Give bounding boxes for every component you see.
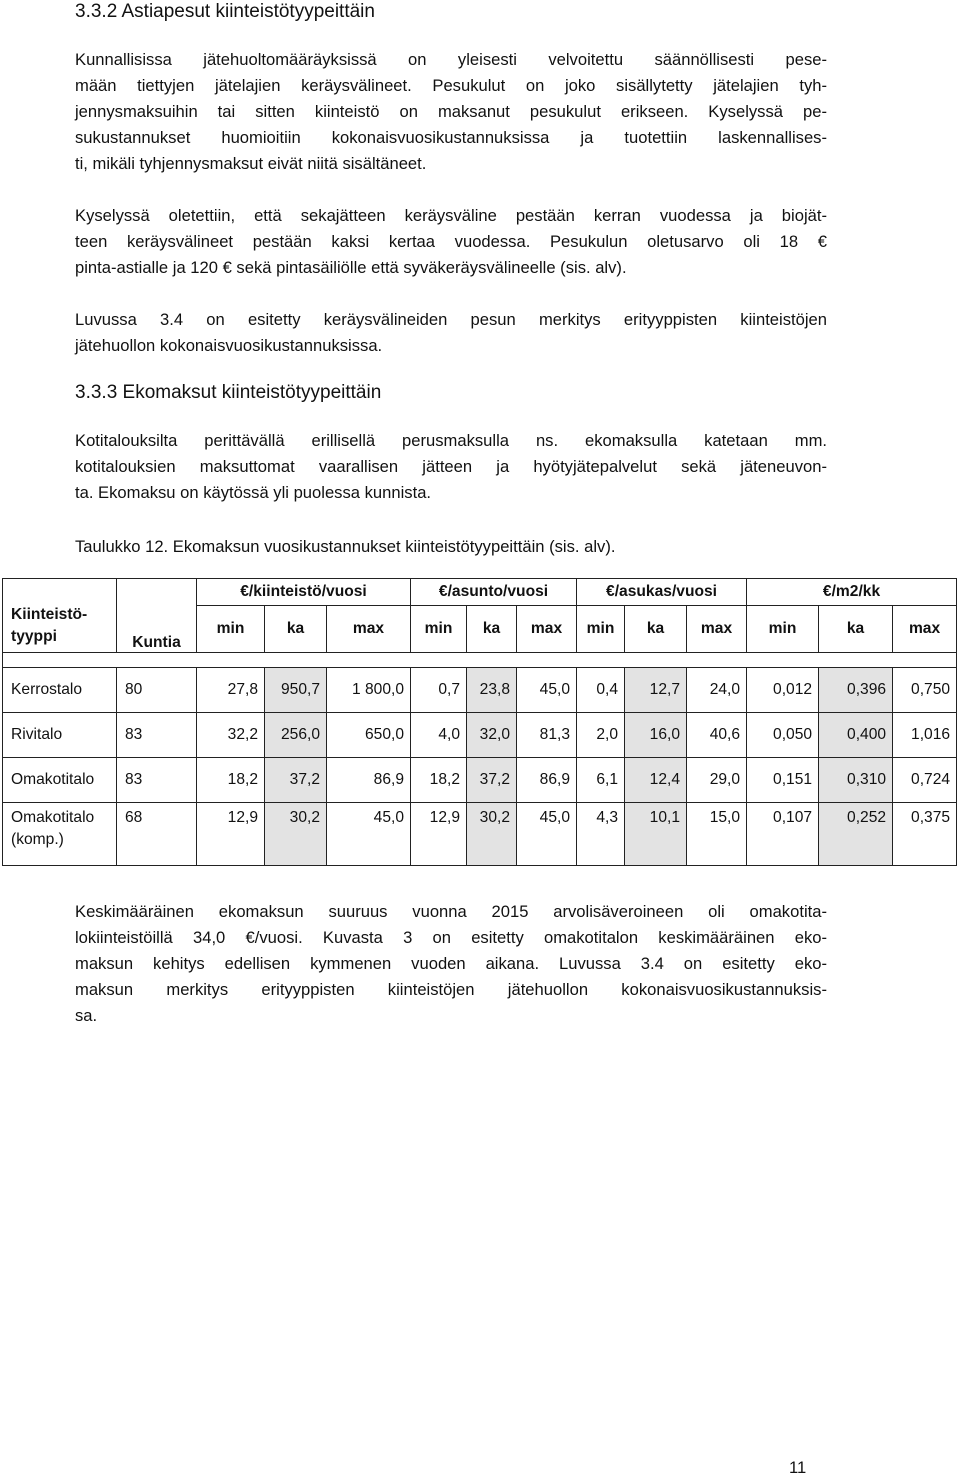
- subheader-min: min: [747, 606, 819, 653]
- cell-value: 27,8: [197, 668, 265, 713]
- subheader-min: min: [197, 606, 265, 653]
- row-count: 83: [117, 713, 197, 758]
- subheader-max: max: [517, 606, 577, 653]
- column-header-type: Kiinteistö- tyyppi: [3, 579, 117, 653]
- cell-value: 0,375: [893, 803, 957, 866]
- cell-value: 86,9: [327, 758, 411, 803]
- row-type: Omakotitalo (komp.): [3, 803, 117, 866]
- cell-value: 45,0: [517, 668, 577, 713]
- cell-value: 18,2: [411, 758, 467, 803]
- paragraph-line: Kotitalouksilta perittävällä erillisellä perusmaksulla ns. ekomaksulla katetaan mm.: [75, 431, 827, 450]
- row-count: 83: [117, 758, 197, 803]
- cell-value: 6,1: [577, 758, 625, 803]
- cell-value: 0,310: [819, 758, 893, 803]
- column-header-count: Kuntia: [117, 579, 197, 653]
- cell-value: 650,0: [327, 713, 411, 758]
- cell-value: 2,0: [577, 713, 625, 758]
- cell-value: 12,9: [411, 803, 467, 866]
- table-row: [3, 668, 957, 713]
- row-type: Rivitalo: [3, 713, 117, 758]
- cell-value: 37,2: [265, 758, 327, 803]
- subheader-max: max: [893, 606, 957, 653]
- cell-value: 45,0: [327, 803, 411, 866]
- cell-value: 32,0: [467, 713, 517, 758]
- cell-value: 0,107: [747, 803, 819, 866]
- spacer-cell: [3, 653, 957, 668]
- cell-value: 12,9: [197, 803, 265, 866]
- cell-value: 30,2: [265, 803, 327, 866]
- cell-value: 30,2: [467, 803, 517, 866]
- subheader-ka: ka: [265, 606, 327, 653]
- paragraph-line: maksun merkitys erityyppisten kiinteistöjen jätehuollon kokonaisvuosikustannuksis-: [75, 980, 827, 999]
- paragraph-line: teen keräysvälineet pestään kaksi kertaa vuodessa. Pesukulun oletusarvo oli 18 €: [75, 232, 827, 251]
- cell-value: 0,050: [747, 713, 819, 758]
- paragraph-line: pinta-astialle ja 120 € sekä pintasäiliölle että syväkeräysvälineelle (sis. alv).: [75, 258, 627, 277]
- paragraph-line: sa.: [75, 1006, 98, 1025]
- cell-value: 15,0: [687, 803, 747, 866]
- paragraph-line: Kyselyssä oletettiin, että sekajätteen keräysväline pestään kerran vuodessa ja biojät-: [75, 206, 827, 225]
- paragraph-line: mään tiettyjen jätelajien keräysvälineet. Pesukulut on joko sisällytetty jätelajien tyh-: [75, 76, 827, 95]
- table-row: [3, 758, 957, 803]
- cell-value: 0,750: [893, 668, 957, 713]
- cell-value: 29,0: [687, 758, 747, 803]
- cell-value: 45,0: [517, 803, 577, 866]
- subheader-ka: ka: [819, 606, 893, 653]
- paragraph-washing-assumptions: [75, 203, 827, 281]
- cell-value: 18,2: [197, 758, 265, 803]
- paragraph-line: Keskimääräinen ekomaksun suuruus vuonna 2015 arvolisäveroineen oli omakotita-: [75, 902, 827, 921]
- cell-value: 23,8: [467, 668, 517, 713]
- subheader-min: min: [577, 606, 625, 653]
- table-row: [3, 803, 957, 866]
- cell-value: 4,0: [411, 713, 467, 758]
- cell-value: 1 800,0: [327, 668, 411, 713]
- paragraph-line: jennysmaksuihin tai sitten kiinteistö on maksanut pesukulut erikseen. Kyselyssä pe-: [75, 102, 827, 121]
- table-spacer: [3, 653, 957, 668]
- cell-value: 81,3: [517, 713, 577, 758]
- paragraph-line: Luvussa 3.4 on esitetty keräysvälineiden pesun merkitys erityyppisten kiinteistöjen: [75, 310, 827, 329]
- paragraph-line: ti, mikäli tyhjennysmaksut eivät niitä sisältäneet.: [75, 154, 427, 173]
- paragraph-washing-requirements: [75, 47, 827, 177]
- table-row: [3, 713, 957, 758]
- table-header-groups: [3, 579, 957, 606]
- cell-value: 24,0: [687, 668, 747, 713]
- cell-value: 256,0: [265, 713, 327, 758]
- cell-value: 16,0: [625, 713, 687, 758]
- paragraph-line: lokiinteistöillä 34,0 €/vuosi. Kuvasta 3 on esitetty omakotitalon keskimääräinen eko-: [75, 928, 827, 947]
- subheader-max: max: [327, 606, 411, 653]
- row-count: 80: [117, 668, 197, 713]
- cell-value: 10,1: [625, 803, 687, 866]
- cell-value: 0,724: [893, 758, 957, 803]
- cell-value: 950,7: [265, 668, 327, 713]
- row-count: 68: [117, 803, 197, 866]
- subheader-ka: ka: [467, 606, 517, 653]
- cell-value: 32,2: [197, 713, 265, 758]
- subheader-ka: ka: [625, 606, 687, 653]
- paragraph-ekomaksu-average: [75, 899, 827, 1029]
- cell-value: 4,3: [577, 803, 625, 866]
- ekomaksu-table: [2, 578, 957, 866]
- section-heading-3-3-3: 3.3.3 Ekomaksut kiinteistötyypeittäin: [75, 382, 382, 403]
- paragraph-line: ta. Ekomaksu on käytössä yli puolessa kunnista.: [75, 483, 432, 502]
- group-header: €/asunto/vuosi: [411, 579, 577, 606]
- group-header: €/m2/kk: [747, 579, 957, 606]
- cell-value: 37,2: [467, 758, 517, 803]
- row-type: Kerrostalo: [3, 668, 117, 713]
- cell-value: 0,7: [411, 668, 467, 713]
- cell-value: 12,7: [625, 668, 687, 713]
- section-heading-3-3-2: 3.3.2 Astiapesut kiinteistötyypeittäin: [75, 1, 375, 22]
- subheader-max: max: [687, 606, 747, 653]
- cell-value: 0,396: [819, 668, 893, 713]
- paragraph-ekomaksu-intro: [75, 428, 827, 506]
- group-header: €/asukas/vuosi: [577, 579, 747, 606]
- cell-value: 0,400: [819, 713, 893, 758]
- paragraph-line: sukustannukset huomioitiin kokonaisvuosikustannuksissa ja tuotettiin laskennallises-: [75, 128, 827, 147]
- paragraph-line: maksun kehitys edellisen kymmenen vuoden aikana. Luvussa 3.4 on esitetty eko-: [75, 954, 827, 973]
- cell-value: 12,4: [625, 758, 687, 803]
- subheader-min: min: [411, 606, 467, 653]
- cell-value: 86,9: [517, 758, 577, 803]
- cell-value: 0,151: [747, 758, 819, 803]
- page-number: 11: [789, 1458, 807, 1477]
- cell-value: 0,012: [747, 668, 819, 713]
- cell-value: 1,016: [893, 713, 957, 758]
- row-type: Omakotitalo: [3, 758, 117, 803]
- paragraph-line: kotitalouksien maksuttomat vaarallisen jätteen ja hyötyjätepalvelut sekä jäteneuvon-: [75, 457, 827, 476]
- cell-value: 0,252: [819, 803, 893, 866]
- paragraph-chapter-reference: [75, 307, 827, 359]
- group-header: €/kiinteistö/vuosi: [197, 579, 411, 606]
- table-caption: Taulukko 12. Ekomaksun vuosikustannukset kiinteistötyypeittäin (sis. alv).: [75, 537, 616, 556]
- paragraph-line: Kunnallisissa jätehuoltomääräyksissä on yleisesti velvoitettu säännöllisesti pese-: [75, 50, 827, 69]
- paragraph-line: jätehuollon kokonaisvuosikustannuksissa.: [75, 336, 383, 355]
- cell-value: 0,4: [577, 668, 625, 713]
- cell-value: 40,6: [687, 713, 747, 758]
